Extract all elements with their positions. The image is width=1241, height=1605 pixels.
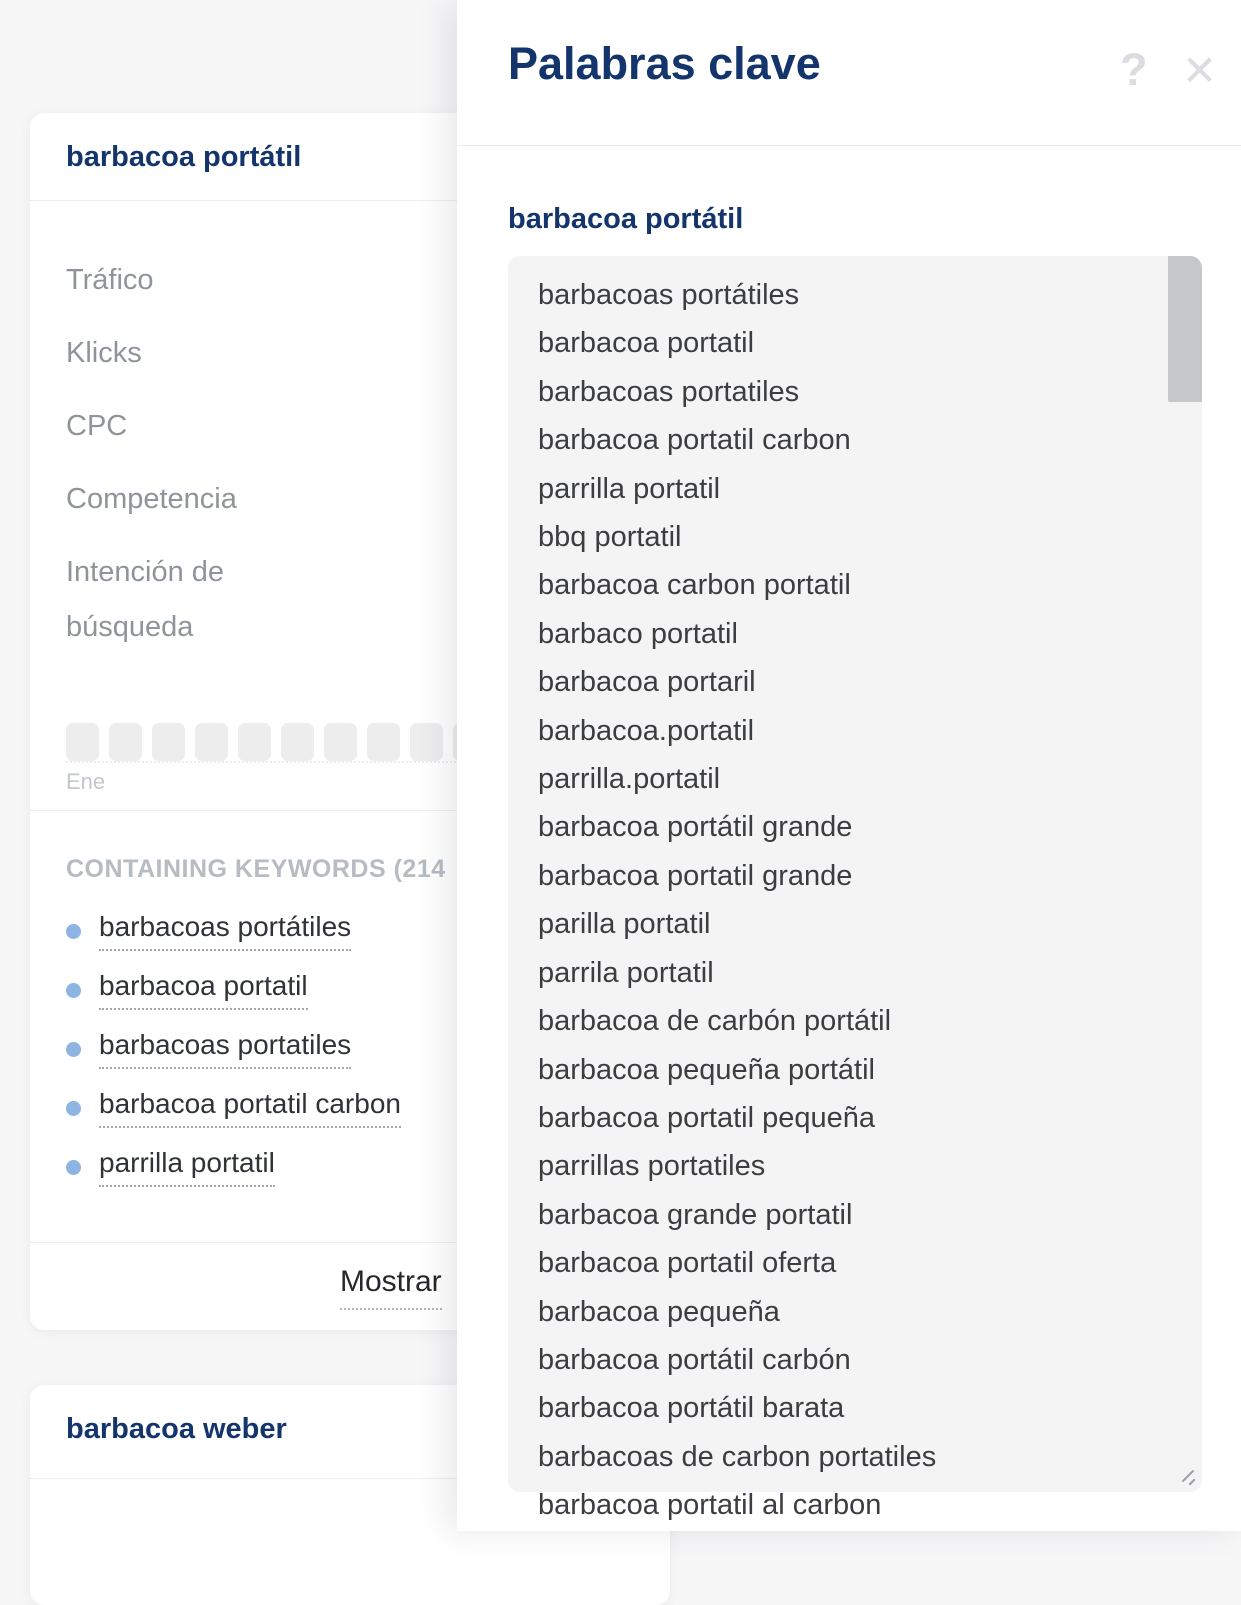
metric-label: Intención de búsqueda: [66, 556, 225, 643]
keyword-line: barbacoa portatil oferta: [538, 1247, 837, 1280]
keyword-line: parrilla.portatil: [538, 763, 721, 796]
containing-keyword-link[interactable]: barbacoa portatil carbon: [99, 1088, 401, 1128]
keyword-line: barbacoa grande portatil: [538, 1198, 853, 1231]
bullet-dot-icon: [66, 1160, 81, 1175]
scrollbar-thumb[interactable]: [1168, 256, 1202, 402]
keyword-line: parrila portatil: [538, 956, 714, 989]
help-icon[interactable]: ?: [1120, 44, 1148, 95]
show-more-link[interactable]: Mostrar: [340, 1265, 442, 1310]
bullet-dot-icon: [66, 983, 81, 998]
keyword-line: parrillas portatiles: [538, 1150, 766, 1183]
keyword-line: barbacoa de carbón portátil: [538, 1005, 892, 1038]
bullet-dot-icon: [66, 1101, 81, 1116]
containing-keyword-item[interactable]: [66, 1088, 401, 1128]
keyword-line: barbaco portatil: [538, 617, 738, 650]
metric-label: CPC: [66, 410, 128, 442]
divider: [457, 145, 1241, 146]
containing-keyword-link[interactable]: barbacoa portatil: [99, 970, 308, 1010]
metric-labels: [66, 253, 331, 673]
metric-label: Klicks: [66, 337, 142, 369]
containing-keyword-item[interactable]: [66, 970, 401, 1010]
keyword-line: barbacoa pequeña portátil: [538, 1053, 875, 1086]
containing-keyword-item[interactable]: [66, 1147, 401, 1187]
chart-placeholder-bar: [367, 723, 400, 761]
keyword-line: barbacoa portatil al carbon: [538, 1489, 882, 1522]
keywords-textarea-content: [508, 256, 1202, 1530]
containing-keyword-link[interactable]: barbacoas portátiles: [99, 911, 351, 951]
keyword-line: barbacoas de carbon portatiles: [538, 1440, 937, 1473]
keyword-line: barbacoa portátil carbón: [538, 1343, 851, 1376]
keyword-line: bbq portatil: [538, 521, 682, 554]
keyword-line: barbacoa portatil: [538, 327, 755, 360]
chart-placeholder-bar: [410, 723, 443, 761]
keyword-line: barbacoa portátil grande: [538, 811, 853, 844]
weber-card-title: barbacoa weber: [66, 1413, 287, 1445]
bullet-dot-icon: [66, 1042, 81, 1057]
containing-keyword-item[interactable]: [66, 1029, 401, 1069]
modal-title: Palabras clave: [508, 38, 821, 89]
keyword-line: barbacoa portaril: [538, 666, 756, 699]
chart-placeholder-bar: [195, 723, 228, 761]
keyword-line: barbacoa carbon portatil: [538, 569, 851, 602]
keyword-line: barbacoa portátil barata: [538, 1392, 845, 1425]
containing-keyword-item[interactable]: [66, 911, 401, 951]
keyword-line: barbacoa pequeña: [538, 1295, 780, 1328]
close-icon[interactable]: ✕: [1182, 47, 1218, 94]
chart-placeholder-bar: [324, 723, 357, 761]
resize-handle-icon[interactable]: [1179, 1469, 1195, 1485]
keywords-textarea[interactable]: [508, 256, 1202, 1522]
chart-month-label: Ene: [66, 769, 106, 794]
keyword-line: parrilla portatil: [538, 472, 721, 505]
chart-placeholder-bar: [238, 723, 271, 761]
chart-placeholder-bar: [66, 723, 99, 761]
containing-keyword-link[interactable]: barbacoas portatiles: [99, 1029, 351, 1069]
keyword-card-title: barbacoa portátil: [66, 141, 302, 173]
keyword-line: barbacoas portatiles: [538, 375, 800, 408]
keyword-line: barbacoas portátiles: [538, 279, 800, 311]
chart-placeholder-bar: [152, 723, 185, 761]
keyword-line: barbacoa portatil carbon: [538, 424, 851, 457]
modal-keyword-subtitle: barbacoa portátil: [508, 203, 744, 235]
keyword-line: barbacoa.portatil: [538, 714, 755, 747]
keyword-line: barbacoa portatil pequeña: [538, 1101, 875, 1134]
palabras-clave-modal: [457, 0, 1241, 1531]
containing-keywords-header: CONTAINING KEYWORDS (214: [66, 855, 446, 883]
metric-label: Competencia: [66, 483, 237, 515]
containing-keywords-list: [66, 911, 401, 1206]
containing-keyword-link[interactable]: parrilla portatil: [99, 1147, 275, 1187]
metric-label: Tráfico: [66, 264, 154, 296]
chart-placeholder-bar: [281, 723, 314, 761]
bullet-dot-icon: [66, 924, 81, 939]
keyword-line: parilla portatil: [538, 908, 711, 941]
keyword-line: barbacoa portatil grande: [538, 859, 853, 892]
chart-placeholder-bar: [109, 723, 142, 761]
